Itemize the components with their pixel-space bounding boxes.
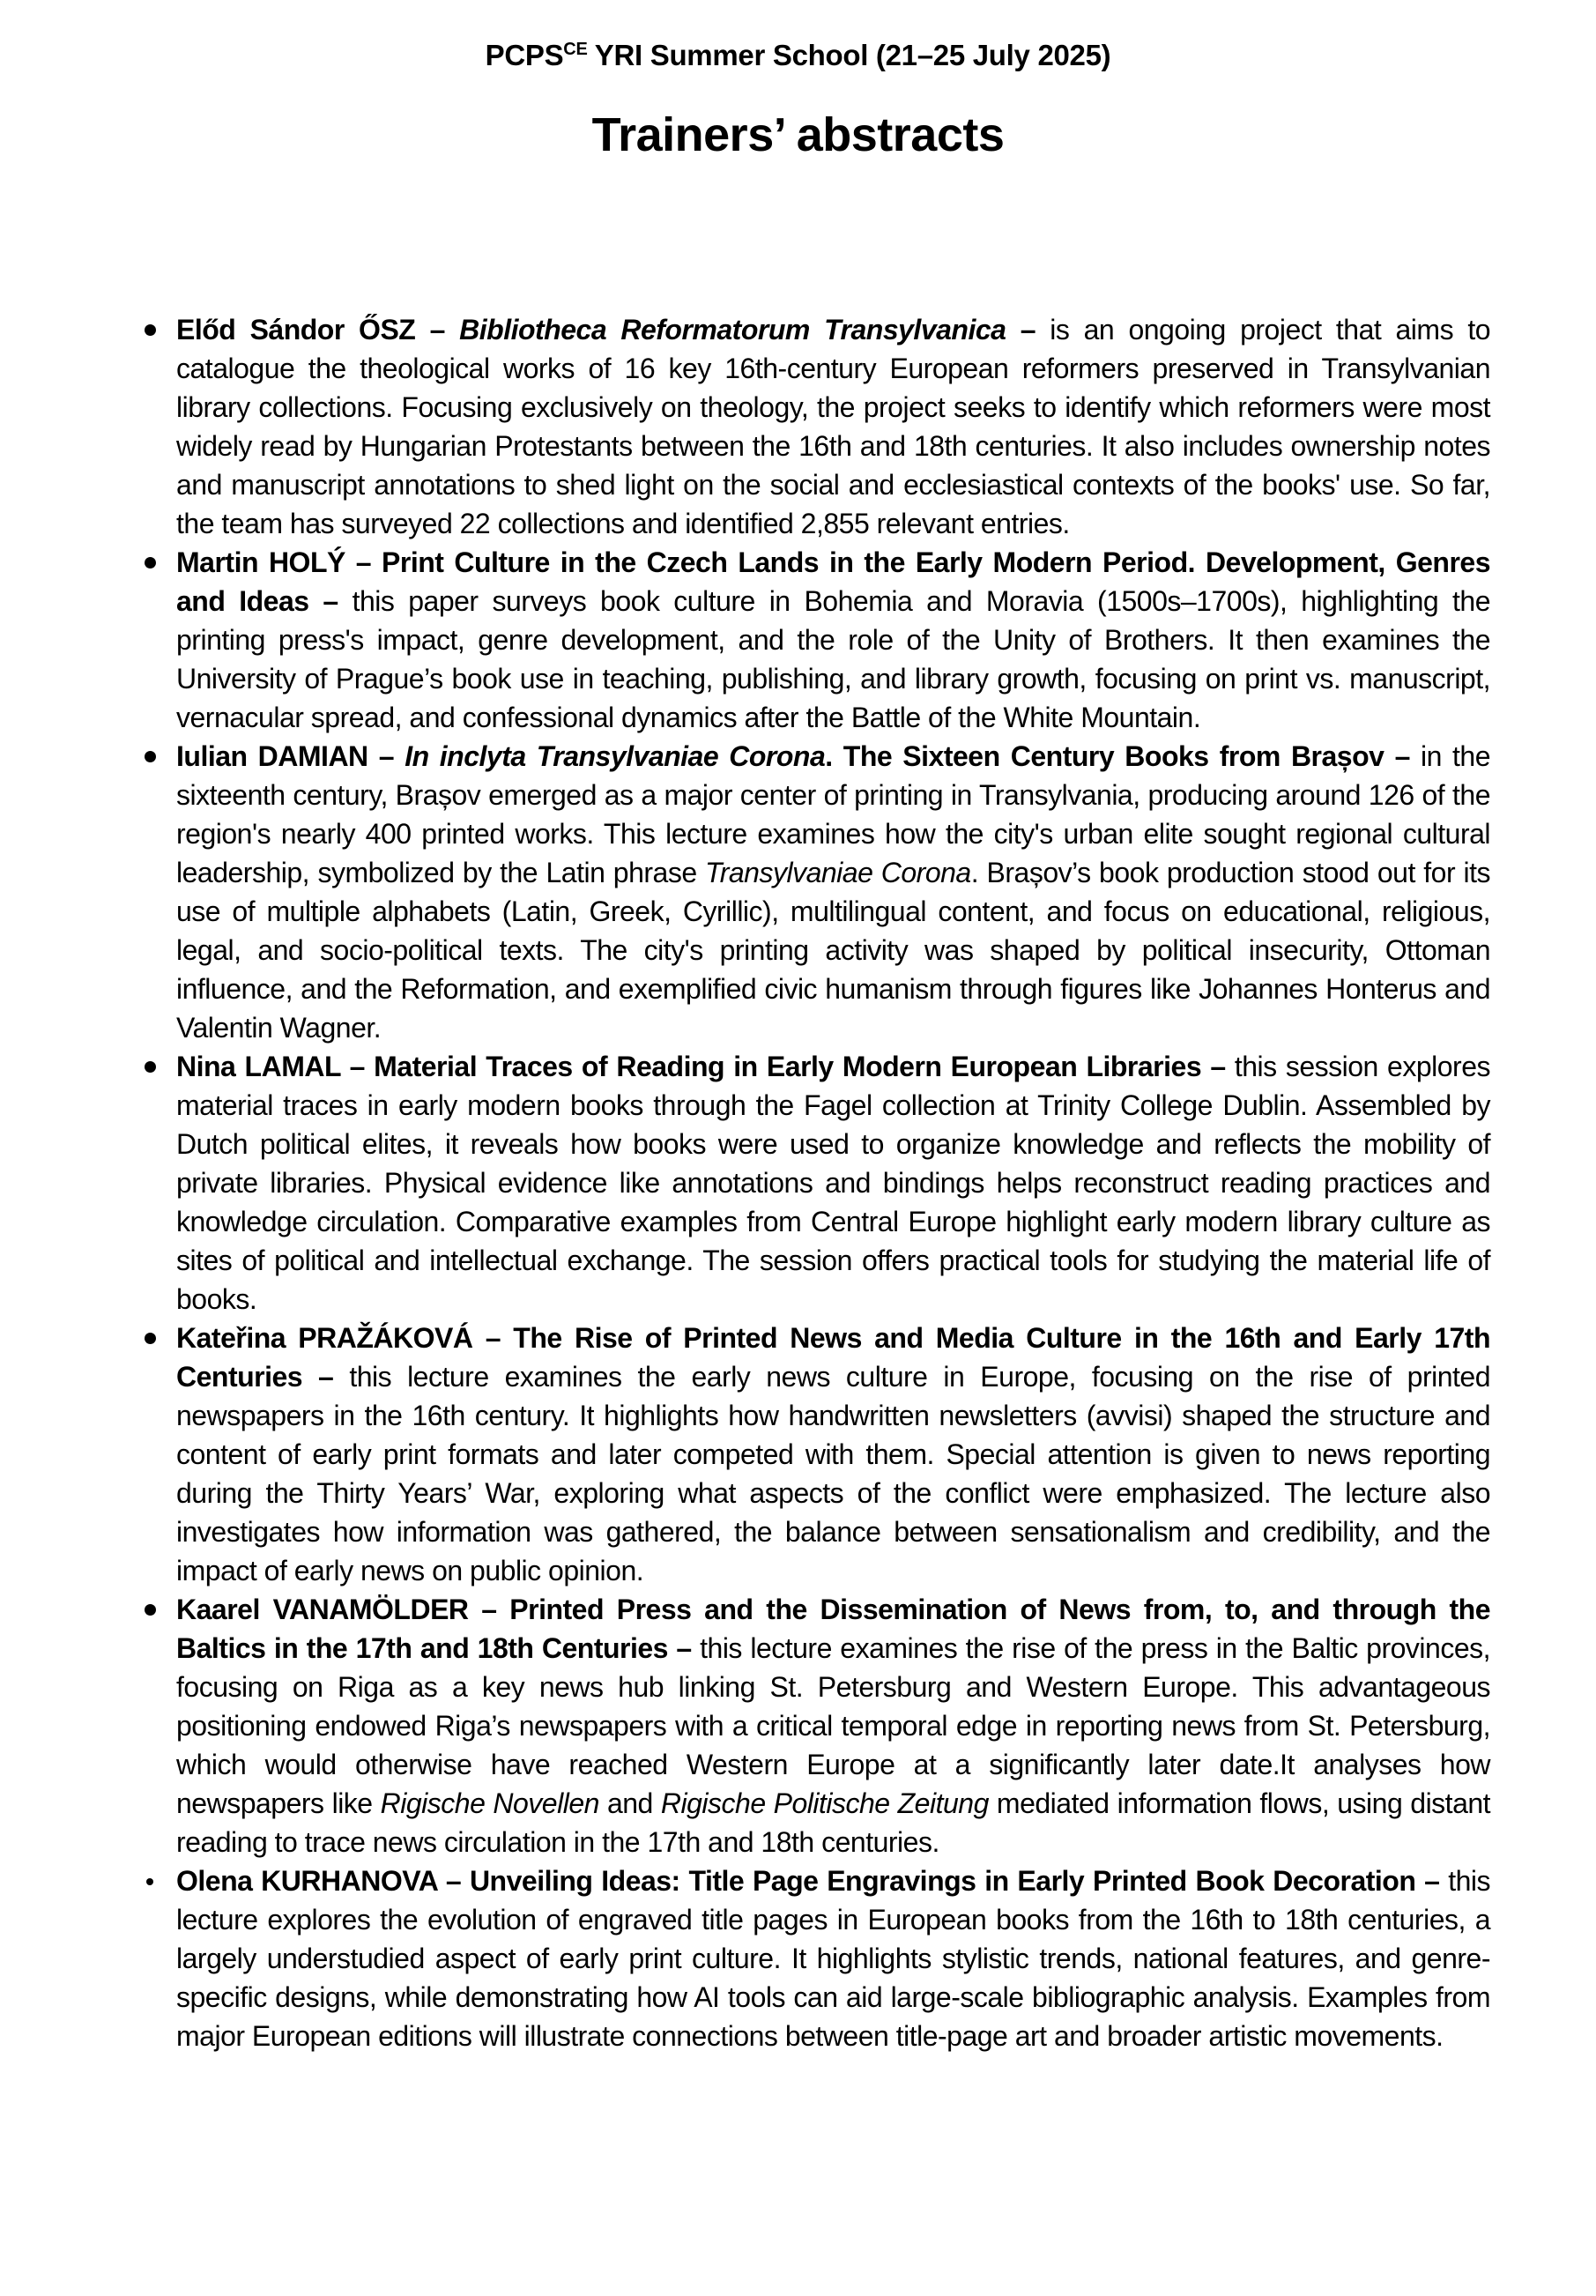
document-header [0, 40, 1596, 71]
abstract-text [176, 1322, 1490, 1586]
abstract-text [176, 1594, 1490, 1858]
text-run: Előd Sándor ŐSZ – [176, 314, 460, 346]
text-run: in the sixteenth century, Brașov emerged as a major center of printing in Transylvania, producing around 126 of the region's nearly 400 printed works. This lecture examines how the city's urban elite sought regional cultural leadership, symbolized by the Latin phrase [176, 740, 1491, 888]
abstract-item [141, 1861, 1490, 2055]
bullet-icon [146, 1878, 153, 1885]
text-run: is an ongoing project that aims to catalogue the theological works of 16 key 16th-century European reformers preserved in Transylvanian library collections. Focusing exclusively on theology, the project seeks to identify which reformers were most widely read by Hungarian Protestants between the 16th and 18th centuries. It also includes ownership notes and manuscript annotations to shed light on the social and ecclesiastical contexts of the books' use. So far, the team has surveyed 22 collections and identified 2,855 relevant entries. [176, 314, 1491, 539]
abstract-text [176, 1865, 1490, 2052]
header-rest: YRI Summer School (21–25 July 2025) [587, 39, 1111, 71]
text-run: Iulian DAMIAN – [176, 740, 405, 772]
bullet-icon [145, 324, 156, 336]
text-run: Olena KURHANOVA – Unveiling Ideas: Title Page Engravings in Early Printed Book Decoration – [176, 1865, 1449, 1897]
text-run: Bibliotheca Reformatorum Transylvanica [459, 314, 1006, 346]
bullet-icon [145, 751, 156, 762]
text-run: . The Sixteen Century Books from Brașov – [825, 740, 1421, 772]
abstract-text [176, 1051, 1490, 1315]
abstract-item [141, 310, 1490, 543]
abstract-text [176, 314, 1490, 539]
abstract-item [141, 1590, 1490, 1861]
text-run: . Brașov’s book production stood out for its use of multiple alphabets (Latin, Greek, Cyrillic), multilingual content, and focus on educational, religious, legal, and socio-political texts. The city's printing activity was shaped by political insecurity, Ottoman influence, and the Reformation, and exemplified civic humanism through figures like Johannes Honterus and Valentin Wagner. [176, 857, 1491, 1044]
bullet-icon [145, 557, 156, 568]
text-run: In inclyta Transylvaniae Corona [405, 740, 826, 772]
abstract-text [176, 546, 1490, 733]
header-superscript: CE [563, 40, 588, 59]
bullet-icon [145, 1333, 156, 1344]
text-run: – [1006, 314, 1050, 346]
abstract-item [141, 543, 1490, 737]
text-run: Kaarel VANAMÖLDER – Printed Press and the Dissemination of News from, to, and through the Baltics in the 17th and 18th Centuries – [176, 1594, 1490, 1664]
abstract-item [141, 1319, 1490, 1590]
text-run: this paper surveys book culture in Bohemia and Moravia (1500s–1700s), highlighting the printing press's impact, genre development, and the role of the Unity of Brothers. It then examines the University of Prague’s book use in teaching, publishing, and library growth, focusing on print vs. manuscript, vernacular spread, and confessional dynamics after the Battle of the White Mountain. [176, 585, 1491, 733]
text-run: Martin HOLÝ – Print Culture in the Czech Lands in the Early Modern Period. Development, Genres and Ideas – [176, 546, 1490, 617]
abstract-item [141, 1047, 1490, 1319]
text-run: Transylvaniae Corona [705, 857, 971, 888]
header-prefix: PCPS [485, 39, 564, 71]
text-run: Nina LAMAL – Material Traces of Reading in Early Modern European Libraries – [176, 1051, 1235, 1082]
abstract-list [0, 310, 1596, 2055]
text-run: this lecture examines the early news culture in Europe, focusing on the rise of printed newspapers in the 16th century. It highlights how handwritten newsletters (avvisi) shaped the structure and content of early print formats and later competed with them. Special attention is given to news reporting during the Thirty Years’ War, exploring what aspects of the conflict were emphasized. The lecture also investigates how information was gathered, the balance between sensationalism and credibility, and the impact of early news on public opinion. [176, 1361, 1490, 1586]
text-run: mediated information flows, using distant reading to trace news circulation in the 17th and 18th centuries. [176, 1787, 1491, 1858]
abstract-text [176, 740, 1490, 1044]
text-run: Rigische Novellen [380, 1787, 599, 1819]
text-run: this lecture explores the evolution of engraved title pages in European books from the 16th to 18th centuries, a largely understudied aspect of early print culture. It highlights stylistic trends, national features, and genre-specific designs, while demonstrating how AI tools can aid large-scale bibliographic analysis. Examples from major European editions will illustrate connections between title-page art and broader artistic movements. [176, 1865, 1490, 2052]
document-page [0, 40, 1596, 2296]
abstract-item [141, 737, 1490, 1047]
page-title: Trainers’ abstracts [591, 108, 1005, 161]
bullet-icon [145, 1604, 156, 1616]
text-run: this lecture examines the rise of the press in the Baltic provinces, focusing on Riga as a key news hub linking St. Petersburg and Western Europe. This advantageous positioning endowed Riga’s newspapers with a critical temporal edge in reporting news from St. Petersburg, which would otherwise have reached Western Europe at a significantly later date.It analyses how newspapers like [176, 1632, 1491, 1819]
text-run: Rigische Politische Zeitung [660, 1787, 989, 1819]
text-run: and [598, 1787, 661, 1819]
bullet-icon [145, 1061, 156, 1073]
text-run: this session explores material traces in early modern books through the Fagel collection at Trinity College Dublin. Assembled by Dutch political elites, it reveals how books were used to organize knowledge and reflects the mobility of private libraries. Physical evidence like annotations and bindings helps reconstruct reading practices and knowledge circulation. Comparative examples from Central Europe highlight early modern library culture as sites of political and intellectual exchange. The session offers practical tools for studying the material life of books. [176, 1051, 1491, 1315]
text-run: Kateřina PRAŽÁKOVÁ – The Rise of Printed News and Media Culture in the 16th and Early 17th Centuries – [176, 1322, 1490, 1393]
